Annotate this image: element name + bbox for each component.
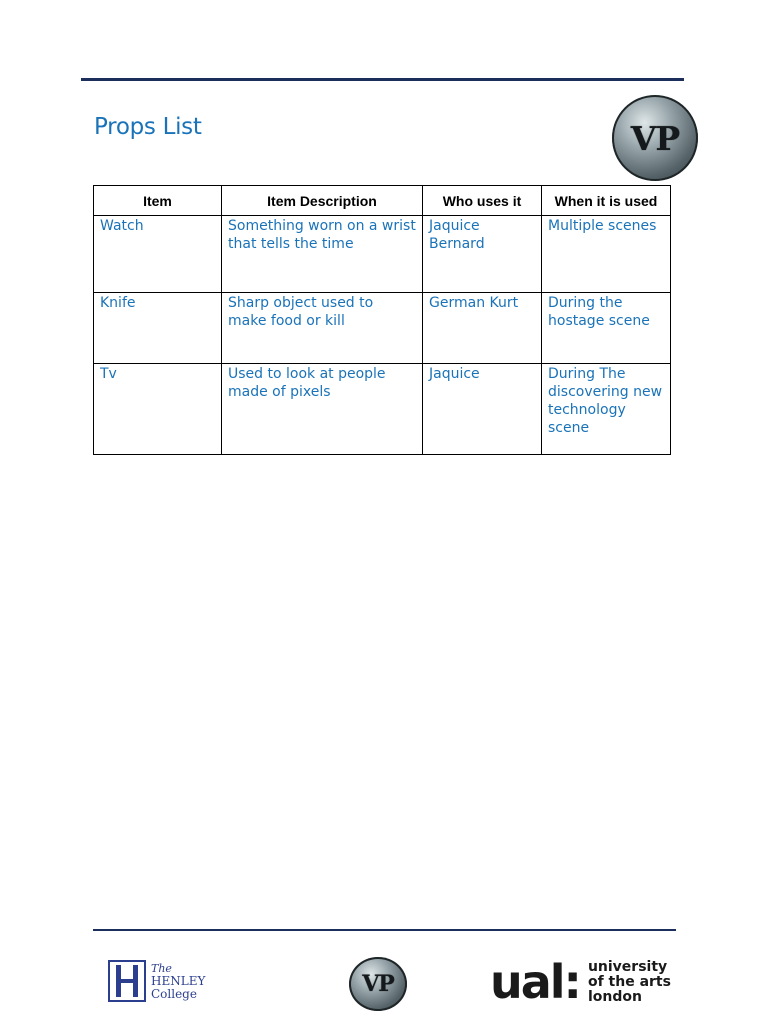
henley-college: College — [151, 986, 197, 1001]
henley-the: The — [151, 961, 172, 975]
page-title: Props List — [94, 114, 202, 140]
table-row — [94, 364, 671, 455]
vp-logo — [612, 95, 698, 181]
cell-item: Tv — [94, 364, 222, 455]
ual-line-2: of the arts — [587, 973, 671, 990]
henley-logo-text — [151, 962, 205, 1001]
vp-logo-text: VP — [630, 118, 680, 158]
table-row — [94, 216, 671, 293]
ual-wordmark: ual: — [490, 955, 580, 1009]
cell-who: Jaquice — [423, 364, 542, 455]
col-header-description: Item Description — [222, 186, 423, 216]
cell-description: Sharp object used to make food or kill — [222, 293, 423, 364]
cell-description: Used to look at people made of pixels — [222, 364, 423, 455]
vp-footer-logo-text: VP — [362, 971, 394, 997]
col-header-when: When it is used — [542, 186, 671, 216]
header-rule — [81, 78, 684, 81]
vp-footer-logo — [349, 957, 407, 1011]
footer-rule — [93, 929, 676, 931]
props-table — [93, 185, 671, 455]
cell-item: Watch — [94, 216, 222, 293]
cell-when: During the hostage scene — [542, 293, 671, 364]
table-row — [94, 293, 671, 364]
col-header-item: Item — [94, 186, 222, 216]
henley-college-logo — [108, 958, 218, 1004]
ual-line-3: london — [587, 988, 642, 1005]
ual-logo — [490, 955, 671, 1009]
cell-who: Jaquice Bernard — [423, 216, 542, 293]
table-header-row — [94, 186, 671, 216]
henley-h-icon — [108, 960, 146, 1002]
ual-line-1: university — [587, 958, 668, 975]
cell-item: Knife — [94, 293, 222, 364]
cell-when: Multiple scenes — [542, 216, 671, 293]
cell-who: German Kurt — [423, 293, 542, 364]
cell-when: During The discovering new technology scene — [542, 364, 671, 455]
henley-name: HENLEY — [151, 973, 206, 988]
cell-description: Something worn on a wrist that tells the time — [222, 216, 423, 293]
col-header-who: Who uses it — [423, 186, 542, 216]
ual-subtitle — [588, 960, 671, 1005]
